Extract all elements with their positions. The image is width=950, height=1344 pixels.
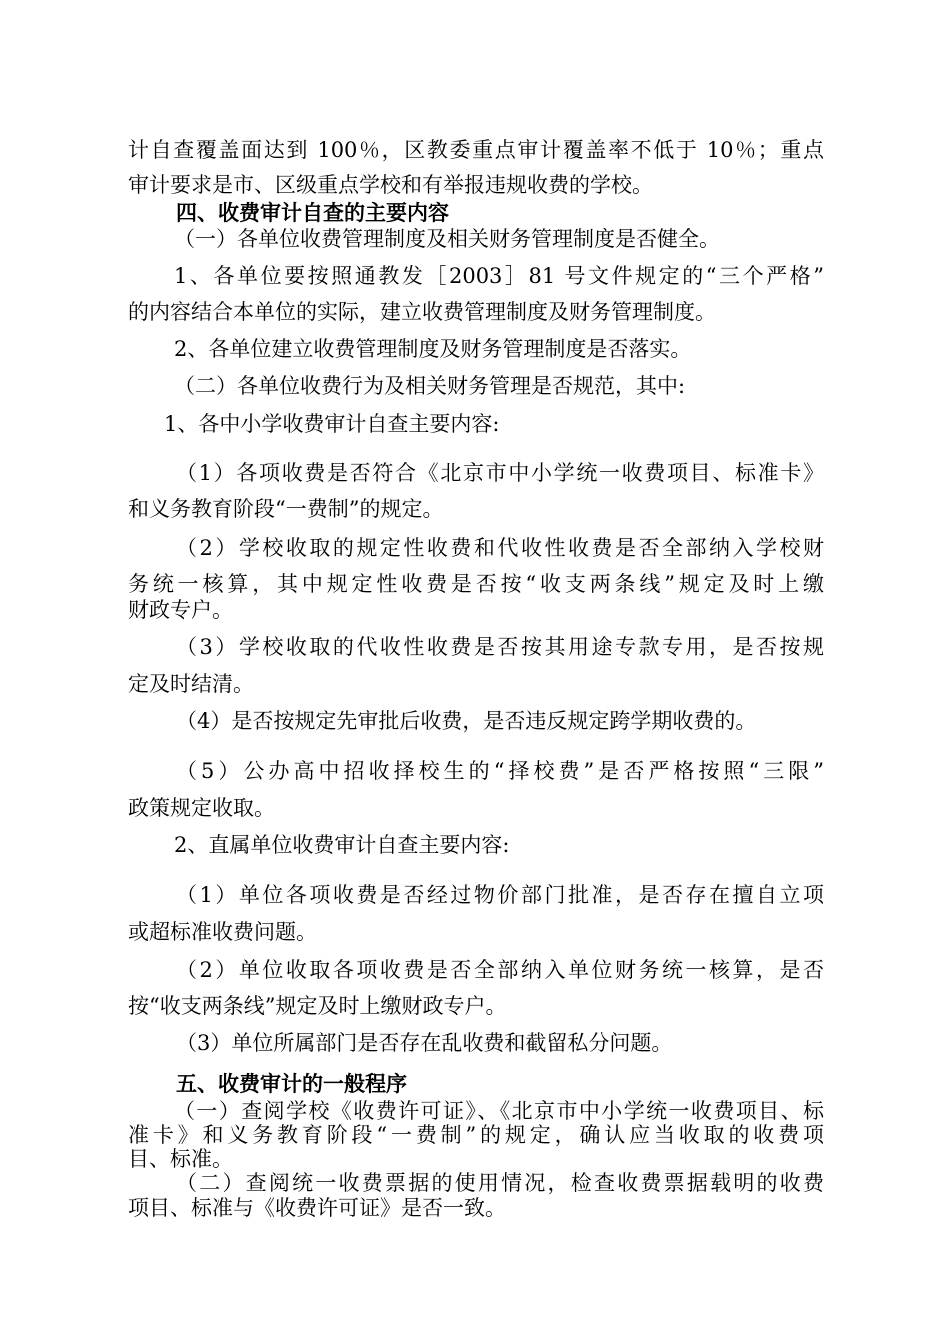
text-line: 按“收支两条线”规定及时上缴财政专户。 — [128, 994, 507, 1018]
text-line: 项目、标准与《收费许可证》是否一致。 — [128, 1196, 506, 1220]
text-line: （一）查阅学校《收费许可证》、《北京市中小学统一收费项目、标 — [174, 1099, 824, 1123]
text-line: （1）各项收费是否符合《北京市中小学统一收费项目、标准卡》 — [176, 461, 824, 485]
text-line: （2）单位收取各项收费是否全部纳入单位财务统一核算，是否 — [176, 958, 824, 982]
text-line: 2、各单位建立收费管理制度及财务管理制度是否落实。 — [174, 337, 692, 361]
text-line: （二）查阅统一收费票据的使用情况，检查收费票据载明的收费 — [176, 1171, 824, 1195]
text-line: （1）单位各项收费是否经过物价部门批准，是否存在擅自立项 — [176, 883, 824, 907]
text-line: 1、各单位要按照通教发［2003］81 号文件规定的“三个严格” — [174, 264, 824, 288]
text-line: （3）学校收取的代收性收费是否按其用途专款专用，是否按规 — [176, 635, 824, 659]
text-line: （3）单位所属部门是否存在乱收费和截留私分问题。 — [176, 1031, 673, 1055]
text-line: 务统一核算，其中规定性收费是否按“收支两条线”规定及时上缴 — [128, 572, 824, 596]
text-line: 准卡》和义务教育阶段“一费制”的规定，确认应当收取的收费项 — [128, 1123, 824, 1147]
text-line: 或超标准收费问题。 — [128, 920, 317, 944]
text-line: （二）各单位收费行为及相关财务管理是否规范，其中: — [174, 374, 686, 398]
section-heading-5: 五、收费审计的一般程序 — [176, 1071, 407, 1096]
text-line: 2、直属单位收费审计自查主要内容: — [174, 833, 510, 857]
text-line: 计自查覆盖面达到 100％，区教委重点审计覆盖率不低于 10％；重点 — [128, 138, 824, 162]
text-line: （一）各单位收费管理制度及相关财务管理制度是否健全。 — [174, 227, 720, 251]
text-line: 1、各中小学收费审计自查主要内容: — [164, 412, 500, 436]
text-line: （4）是否按规定先审批后收费，是否违反规定跨学期收费的。 — [176, 709, 757, 733]
text-line: 和义务教育阶段“一费制”的规定。 — [128, 497, 444, 521]
text-line: 定及时结清。 — [128, 672, 254, 696]
text-line: 政策规定收取。 — [128, 796, 275, 820]
text-line: 审计要求是市、区级重点学校和有举报违规收费的学校。 — [128, 173, 653, 197]
text-line: 的内容结合本单位的实际，建立收费管理制度及财务管理制度。 — [128, 300, 716, 324]
text-line: 目、标准。 — [128, 1147, 233, 1171]
text-line: （2）学校收取的规定性收费和代收性收费是否全部纳入学校财 — [176, 536, 824, 560]
text-line: 财政专户。 — [128, 598, 233, 622]
text-line: （5）公办高中招收择校生的“择校费”是否严格按照“三限” — [176, 759, 824, 783]
section-heading-4: 四、收费审计自查的主要内容 — [176, 200, 449, 225]
